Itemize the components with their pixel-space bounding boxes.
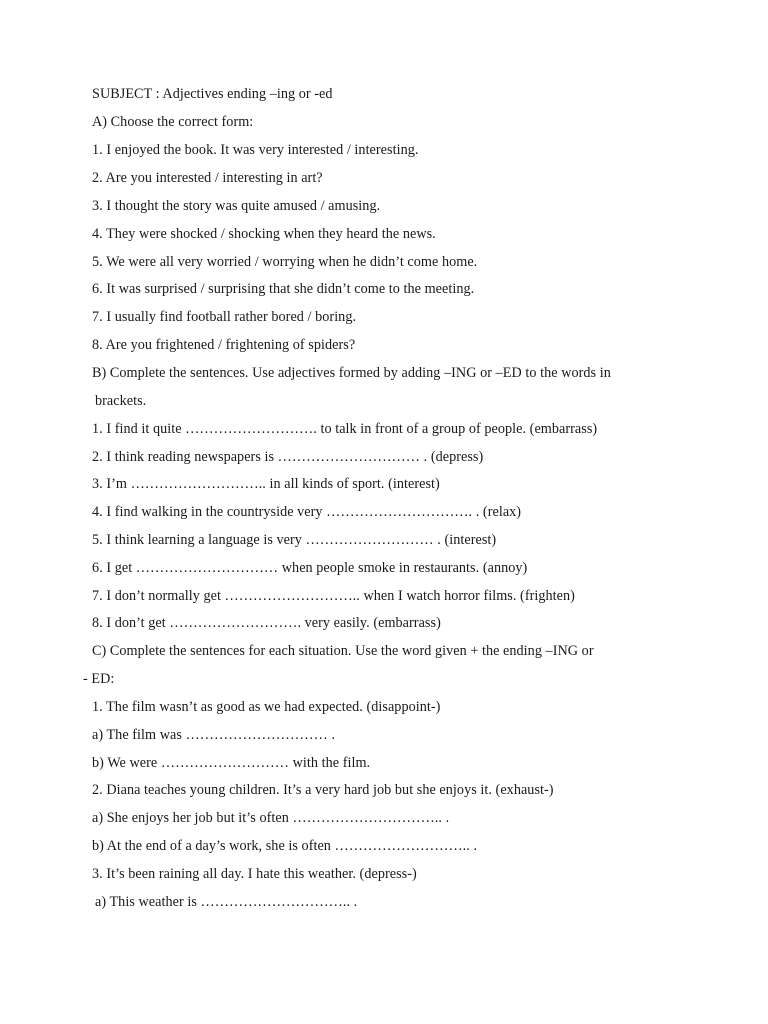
section-a-heading: A) Choose the correct form: — [92, 114, 254, 130]
section-b-heading-continued: brackets. — [95, 393, 147, 409]
subject-title: SUBJECT : Adjectives ending –ing or -ed — [92, 86, 333, 102]
section-b-item-5: 5. I think learning a language is very ……………………… . (interest) — [92, 532, 497, 548]
section-b-item-6: 6. I get ………………………… when people smoke in restaurants. (annoy) — [92, 560, 528, 576]
section-c-item-1a: a) The film was ………………………… . — [92, 727, 336, 743]
section-b-item-3: 3. I’m ……………………….. in all kinds of sport. (interest) — [92, 476, 440, 492]
section-c-item-1: 1. The film wasn’t as good as we had expected. (disappoint-) — [92, 699, 441, 715]
section-b-heading: B) Complete the sentences. Use adjectives formed by adding –ING or –ED to the words in — [92, 365, 611, 381]
section-c-item-2: 2. Diana teaches young children. It’s a very hard job but she enjoys it. (exhaust-) — [92, 782, 554, 798]
section-a-item-6: 6. It was surprised / surprising that she didn’t come to the meeting. — [92, 281, 475, 297]
section-c-item-3: 3. It’s been raining all day. I hate this weather. (depress-) — [92, 866, 417, 882]
section-c-heading: C) Complete the sentences for each situation. Use the word given + the ending –ING or — [92, 643, 594, 659]
section-c-item-2b: b) At the end of a day’s work, she is often ……………………….. . — [92, 838, 478, 854]
section-a-item-1: 1. I enjoyed the book. It was very interested / interesting. — [92, 142, 419, 158]
section-c-item-2a: a) She enjoys her job but it’s often ………………………….. . — [92, 810, 450, 826]
section-b-item-7: 7. I don’t normally get ……………………….. when I watch horror films. (frighten) — [92, 588, 575, 604]
section-b-item-4: 4. I find walking in the countryside very …………………………. . (relax) — [92, 504, 522, 520]
section-a-item-5: 5. We were all very worried / worrying when he didn’t come home. — [92, 254, 478, 270]
section-a-item-7: 7. I usually find football rather bored / boring. — [92, 309, 357, 325]
section-a-item-4: 4. They were shocked / shocking when they heard the news. — [92, 226, 436, 242]
section-a-item-2: 2. Are you interested / interesting in art? — [92, 170, 323, 186]
section-a-item-3: 3. I thought the story was quite amused / amusing. — [92, 198, 381, 214]
section-b-item-1: 1. I find it quite ………………………. to talk in front of a group of people. (embarrass) — [92, 421, 598, 437]
section-c-heading-continued: - ED: — [83, 671, 115, 687]
section-c-item-1b: b) We were ……………………… with the film. — [92, 755, 371, 771]
section-a-item-8: 8. Are you frightened / frightening of spiders? — [92, 337, 356, 353]
section-b-item-8: 8. I don’t get ………………………. very easily. (embarrass) — [92, 615, 441, 631]
section-c-item-3a: a) This weather is ………………………….. . — [95, 894, 358, 910]
section-b-item-2: 2. I think reading newspapers is ………………………… . (depress) — [92, 449, 484, 465]
